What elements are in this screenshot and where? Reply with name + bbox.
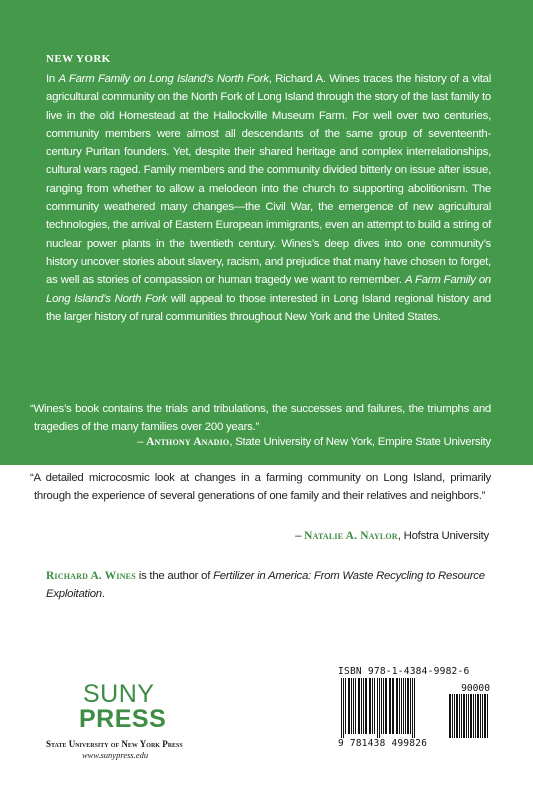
bio-text-1: is the author of (135, 570, 214, 582)
addon-bar (468, 694, 469, 738)
barcode-bar (403, 678, 404, 734)
barcode-bar (358, 678, 360, 734)
barcode-bar (396, 678, 398, 734)
blurb-dash-2: – (295, 530, 305, 542)
addon-bar (456, 694, 458, 738)
addon-bar (466, 694, 467, 738)
barcode-bar (341, 678, 342, 738)
blurb-quote-2: “A detailed microcosmic look at changes in a farming community on Long Island, primarily through the experience of several generations of one family and their relatives and neighbors.” (30, 472, 491, 502)
addon-bar (459, 694, 460, 738)
barcode-bar (374, 678, 375, 734)
blurb-affiliation-2: , Hofstra University (397, 530, 489, 542)
blurb-quote-1: “Wines’s book contains the trials and tribulations, the successes and failures, the triumphs and tragedies of the many families over 200 years.” (30, 403, 491, 433)
bio-text-2: . (101, 587, 105, 600)
isbn-number: ISBN 978-1-4384-9982-6 (338, 666, 470, 677)
addon-bar (470, 694, 472, 738)
addon-bar (480, 694, 481, 738)
barcode-bar (399, 678, 400, 734)
barcode-bar (410, 678, 411, 734)
barcode-bar (381, 678, 382, 734)
addon-bar (449, 694, 451, 738)
author-bio (46, 568, 491, 603)
addon-bar (482, 694, 483, 738)
ean-digits: 9 781438 499826 (338, 738, 428, 749)
barcode-bar (383, 678, 384, 734)
addon-bar (487, 694, 488, 738)
logo-press-text: PRESS (79, 705, 167, 733)
publisher-full-name: State University of New York Press (46, 739, 183, 749)
barcode-bar (361, 678, 362, 734)
isbn-barcode (337, 664, 492, 752)
blurb-attribution-1 (137, 436, 491, 448)
barcode-bar (405, 678, 406, 734)
barcode-bar (389, 678, 391, 734)
barcode-bar (401, 678, 402, 734)
addon-bar (475, 694, 476, 738)
addon-bar (484, 694, 486, 738)
barcode-bar (345, 678, 346, 734)
barcode-bar (348, 678, 350, 734)
barcode-bar (363, 678, 364, 734)
price-code: 90000 (461, 683, 490, 694)
category-label: NEW YORK (46, 53, 111, 65)
addon-bar (473, 694, 474, 738)
barcode-bar (365, 678, 367, 734)
logo-suny-text: SUNY (83, 680, 155, 708)
barcode-bar (392, 678, 394, 734)
book-description (46, 70, 491, 326)
publisher-url: www.sunypress.edu (82, 750, 149, 760)
bio-book-title: Fertilizer in America: From Waste Recycling to Resource Exploitation (46, 570, 485, 600)
blurb-affiliation-1: , State University of New York, Empire State University (229, 436, 491, 448)
addon-bar (463, 694, 465, 738)
description-book-title-2: A Farm Family on Long Island’s North Fork (46, 274, 491, 305)
bio-author-name: Richard A. Wines (46, 570, 136, 582)
publisher-logo (46, 682, 196, 760)
blurb-author-2: Natalie A. Naylor (304, 530, 398, 542)
description-book-title: A Farm Family on Long Island’s North Fork (58, 73, 269, 85)
description-body-1: , Richard A. Wines traces the history of a vital agricultural community on the North Fork of Long Island through the story of the last family to live in the old Homestead at the Hallockville Museum Farm. For well over two centuries, community members were almost all descendants of the same group of seventeenth-century Puritan founders. Yet, despite their shared heritage and complex interrelationships, cultural wars raged. Family members and the community divided bitterly on issue after issue, ranging from whether to allow a melodeon into the church to supporting abolitionism. The community weathered many changes—the Civil War, the emergence of new agricultural technologies, the arrival of Eastern European immigrants, even an attempt to build a string of nuclear power plants in the twentieth century. Wines’s deep dives into one community’s history uncover stories about slavery, racism, and prejudice that many have chosen to forget, as well as stories of compassion or human tragedy we want to remember. (46, 73, 492, 287)
addon-bar (477, 694, 479, 738)
barcode-bar (385, 678, 387, 734)
barcode-bar (372, 678, 373, 734)
blurb-author-1: Anthony Anadio (146, 436, 230, 448)
barcode-bar (369, 678, 371, 734)
blurb-dash-1: – (137, 436, 147, 448)
addon-bar (452, 694, 453, 738)
barcode-bar (414, 678, 415, 738)
barcode-bar (355, 678, 356, 734)
description-body-2: will appeal to those interested in Long Island regional history and the larger history of rural communities throughout New York and the United States. (46, 292, 492, 323)
barcode-bar (412, 678, 413, 738)
barcode-bar (377, 678, 378, 738)
description-intro: In (46, 73, 59, 85)
barcode-bar (353, 678, 354, 734)
barcode-bar (407, 678, 409, 734)
blurb-attribution-2 (295, 530, 489, 542)
addon-bar (454, 694, 455, 738)
barcode-bar (351, 678, 352, 734)
barcode-bar (343, 678, 344, 738)
addon-bar (461, 694, 462, 738)
barcode-bar (379, 678, 380, 738)
